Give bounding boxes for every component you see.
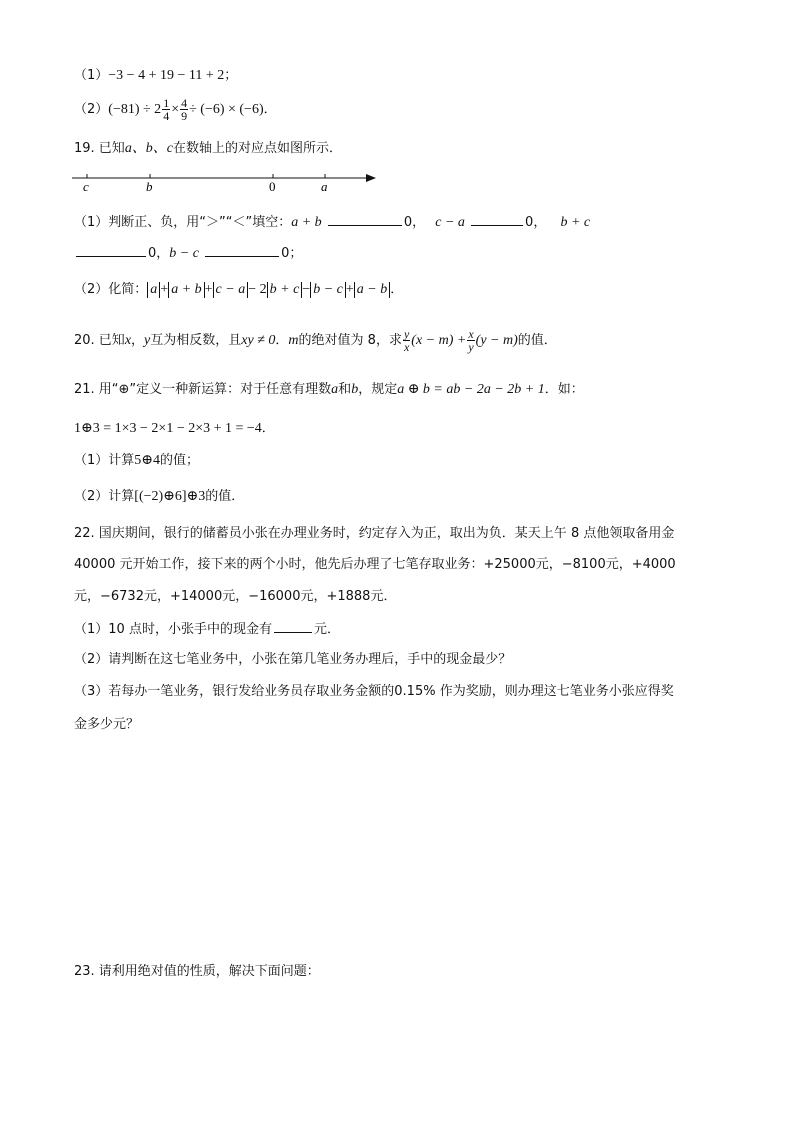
fraction-y-over-x (403, 328, 410, 353)
denominator: y (468, 340, 474, 354)
var-x: x (124, 333, 132, 348)
label-b: b (146, 179, 153, 194)
numerator: x (468, 327, 474, 341)
q18-part1 (74, 67, 237, 85)
q22-part1 (74, 620, 340, 639)
condition: xy ≠ 0 (241, 333, 276, 348)
text: ，规定 (358, 382, 398, 397)
text: （1）判断正、负，用“＞”“＜”填空： (74, 215, 292, 230)
text: （1）计算 (74, 453, 135, 468)
op: + (345, 282, 354, 297)
expr-a-plus-b: a + b (291, 215, 322, 230)
abs-a: a (147, 282, 160, 298)
answer-blank-4[interactable] (205, 244, 279, 257)
text: ， (131, 333, 145, 348)
text: 0； (281, 246, 303, 261)
punct: ． (390, 282, 404, 297)
text: 0， (148, 246, 170, 261)
expr-b-plus-c: b + c (560, 215, 591, 230)
abs-a-plus-b: a + b (168, 282, 204, 298)
text: 的值． (205, 489, 245, 504)
label: （1） (74, 68, 109, 83)
label-0: 0 (269, 179, 276, 194)
arrow-head (366, 174, 376, 182)
expression: −3 − 4 + 19 − 11 + 2 (108, 68, 225, 83)
op: − 2 (248, 282, 267, 297)
numerator: 1 (163, 96, 170, 110)
text: 的绝对值为 8，求 (298, 333, 402, 348)
var-m: m (288, 333, 299, 348)
mixed-fraction (162, 97, 170, 122)
denominator: 4 (163, 109, 170, 123)
text: 的值． (517, 333, 557, 348)
text: （2）化简： (74, 282, 148, 297)
q21-part1 (74, 452, 199, 470)
times-sign: × (171, 102, 180, 117)
text: （1）10 点时，小张手中的现金有 (74, 622, 272, 637)
text: 和 (338, 382, 352, 397)
var-a: a (331, 382, 339, 397)
text: 0， (403, 215, 426, 230)
text: 元． (313, 622, 340, 637)
text: 21. 用“⊕”定义一种新运算：对于任意有理数 (74, 382, 332, 397)
abs-c-minus-a: c − a (213, 282, 249, 298)
q19-part1-line1 (74, 213, 590, 232)
expr: [(−2)⊕6]⊕3 (134, 489, 206, 504)
var-y: y (144, 333, 151, 348)
var-b: b (351, 382, 359, 397)
q22-part2: （2）请判断在这七笔业务中，小张在第几笔业务办理后，手中的现金最少？ (74, 652, 512, 667)
op: + (204, 282, 213, 297)
q23-stem: 23. 请利用绝对值的性质，解决下面问题： (74, 964, 320, 979)
text: 在数轴上的对应点如图所示． (173, 141, 343, 156)
label-c: c (83, 179, 89, 194)
q22-line2: 40000 元开始工作，接下来的两个小时，他先后办理了七笔存取业务：+25000元，−8100元，+4000 (74, 557, 676, 572)
expr-c-minus-a: c − a (435, 215, 465, 230)
example: 1⊕3 = 1×3 − 2×1 − 2×3 + 1 = −4 (74, 421, 262, 436)
label-a: a (321, 179, 328, 194)
abs-b-minus-c: b − c (310, 282, 346, 298)
q19-stem (74, 140, 342, 158)
operation-rule: a ⊕ b = ab − 2a − 2b + 1 (397, 382, 545, 397)
q22-part3-line1: （3）若每办一笔业务，银行发给业务员存取业务金额的0.15% 作为奖励，则办理这七笔业务小张应得奖 (74, 684, 674, 699)
vars: a、b、c (124, 141, 174, 156)
expression-b: ÷ (−6) × (−6) (189, 102, 264, 117)
number-line (70, 168, 390, 194)
fraction (180, 97, 188, 122)
text: 互为相反数，且 (150, 333, 242, 348)
op: + (160, 282, 169, 297)
fraction-x-over-y (467, 328, 474, 353)
punct: ． (263, 102, 277, 117)
q21-example (74, 420, 275, 438)
q19-part2 (74, 281, 403, 299)
q22-line1: 22. 国庆期间，银行的储蓄员小张在办理业务时，约定存入为正，取出为负．某天上午 8 点他领取备用金 (74, 526, 675, 541)
expr-b-minus-c: b − c (169, 246, 199, 261)
text: 20. 已知 (74, 333, 125, 348)
answer-blank[interactable] (274, 620, 312, 633)
text: 0， (525, 215, 547, 230)
answer-blank-1[interactable] (328, 213, 402, 226)
punct: ． (261, 421, 275, 436)
denominator: 9 (181, 109, 188, 123)
denominator: x (403, 340, 410, 354)
q19-part1-line2 (74, 244, 302, 263)
text: ．如： (544, 382, 584, 397)
label: （2） (74, 102, 109, 117)
q22-line3: 元，−6732元，+14000元，−16000元，+1888元． (74, 589, 397, 604)
expr: (y − m) (475, 333, 518, 348)
abs-b-plus-c: b + c (267, 282, 303, 298)
q21-part2 (74, 488, 244, 506)
expr: (x − m) + (411, 333, 467, 348)
text: 19. 已知 (74, 141, 125, 156)
expression-a: (−81) ÷ 2 (108, 102, 162, 117)
text: （2）计算 (74, 489, 135, 504)
numerator: y (403, 327, 410, 341)
punct: ； (224, 68, 238, 83)
q18-part2 (74, 96, 277, 124)
text: 的值； (160, 453, 200, 468)
q21-stem (74, 381, 584, 399)
text: ． (275, 333, 289, 348)
abs-a-minus-b: a − b (354, 282, 390, 298)
q22-part3-line2: 金多少元？ (74, 717, 140, 732)
expr: 5⊕4 (134, 453, 161, 468)
numerator: 4 (181, 96, 188, 110)
answer-blank-2[interactable] (471, 213, 523, 226)
q20 (74, 326, 557, 356)
op: − (302, 282, 311, 297)
answer-blank-3[interactable] (76, 244, 146, 257)
